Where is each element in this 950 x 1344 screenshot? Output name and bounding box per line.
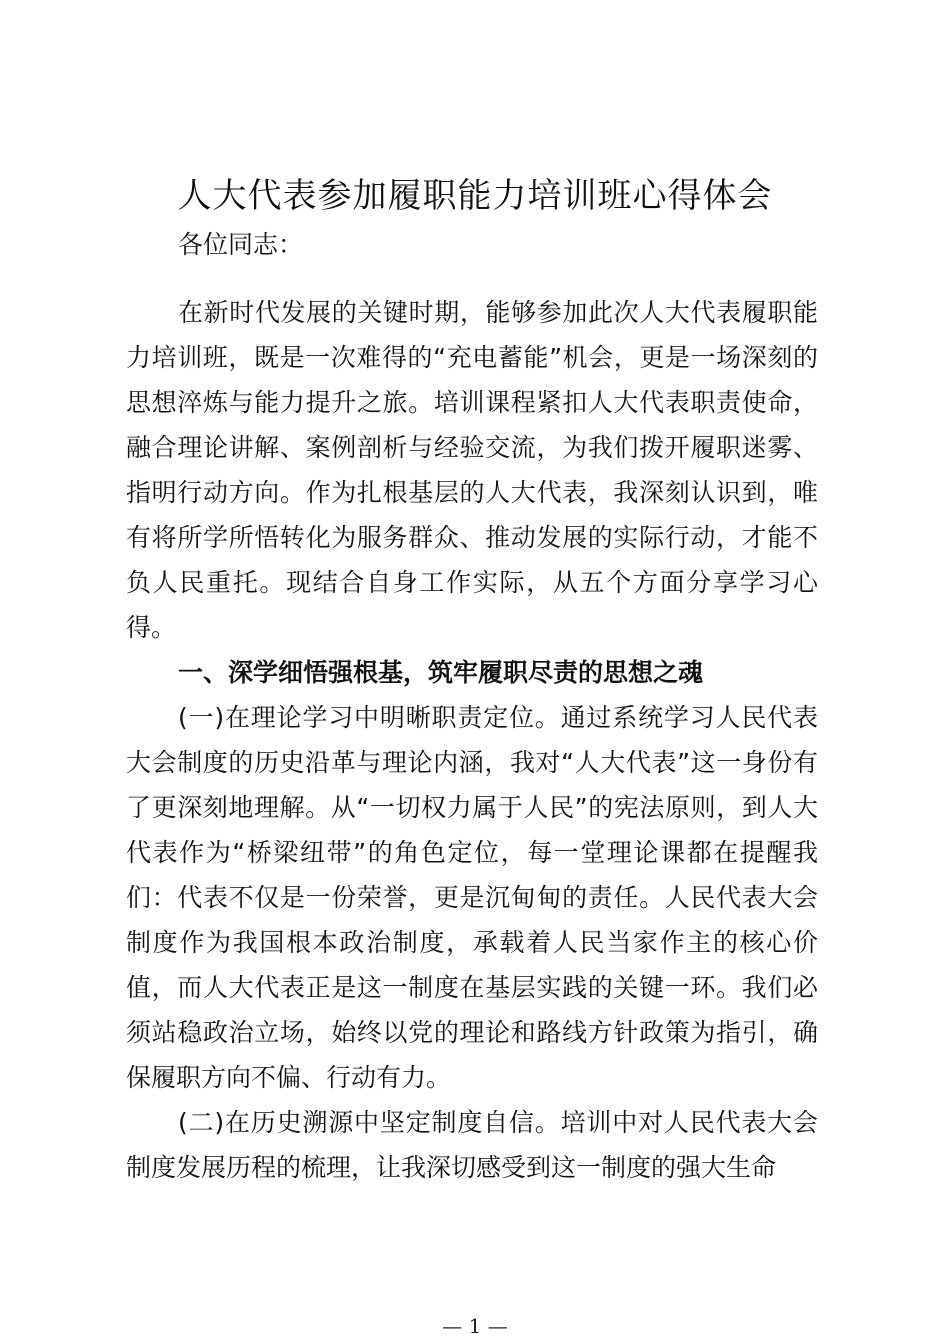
paragraph-line: 代表作为“桥梁纽带”的角色定位，每一堂理论课都在提醒我 [126,838,818,867]
paragraph-line: 制度作为我国根本政治制度，承载着人民当家作主的核心价 [126,928,818,957]
paragraph-line: 保履职方向不偏、行动有力。 [126,1063,452,1092]
section-heading: 一、深学细悟强根基，筑牢履职尽责的思想之魂 [178,658,704,687]
paragraph-line: 得。 [126,613,177,642]
paragraph-line: 有将所学所悟转化为服务群众、推动发展的实际行动，才能不 [126,523,818,552]
paragraph-line: 须站稳政治立场，始终以党的理论和路线方针政策为指引，确 [126,1018,818,1047]
paragraph-line: (一)在理论学习中明晰职责定位。通过系统学习人民代表 [178,703,818,732]
paragraph-line: 们：代表不仅是一份荣誉，更是沉甸甸的责任。人民代表大会 [126,883,818,912]
paragraph-line: 制度发展历程的梳理，让我深切感受到这一制度的强大生命 [126,1153,777,1182]
paragraph-line: 融合理论讲解、案例剖析与经验交流，为我们拨开履职迷雾、 [126,433,818,462]
paragraph-line: 值，而人大代表正是这一制度在基层实践的关键一环。我们必 [126,973,818,1002]
paragraph-line: (二)在历史溯源中坚定制度自信。培训中对人民代表大会 [178,1108,818,1137]
paragraph-line: 大会制度的历史沿革与理论内涵，我对“人大代表”这一身份有 [126,748,818,777]
page-number: — 1 — [442,1314,508,1338]
paragraph-line: 指明行动方向。作为扎根基层的人大代表，我深刻认识到，唯 [126,478,818,507]
paragraph-line: 力培训班，既是一次难得的“充电蓄能”机会，更是一场深刻的 [126,343,818,372]
paragraph-line: 负人民重托。现结合自身工作实际，从五个方面分享学习心 [126,568,818,597]
document-body [126,222,818,1190]
salutation: 各位同志： [178,230,304,259]
paragraph-subsection-2 [126,1100,818,1190]
paragraph-line: 思想淬炼与能力提升之旅。培训课程紧扣人大代表职责使命， [126,388,818,417]
paragraph-line: 了更深刻地理解。从“一切权力属于人民”的宪法原则，到人大 [126,793,818,822]
paragraph-subsection-1 [126,695,818,1100]
paragraph-intro [126,290,818,650]
document-title: 人大代表参加履职能力培训班心得体会 [177,176,773,216]
paragraph-line: 在新时代发展的关键时期，能够参加此次人大代表履职能 [178,298,818,327]
